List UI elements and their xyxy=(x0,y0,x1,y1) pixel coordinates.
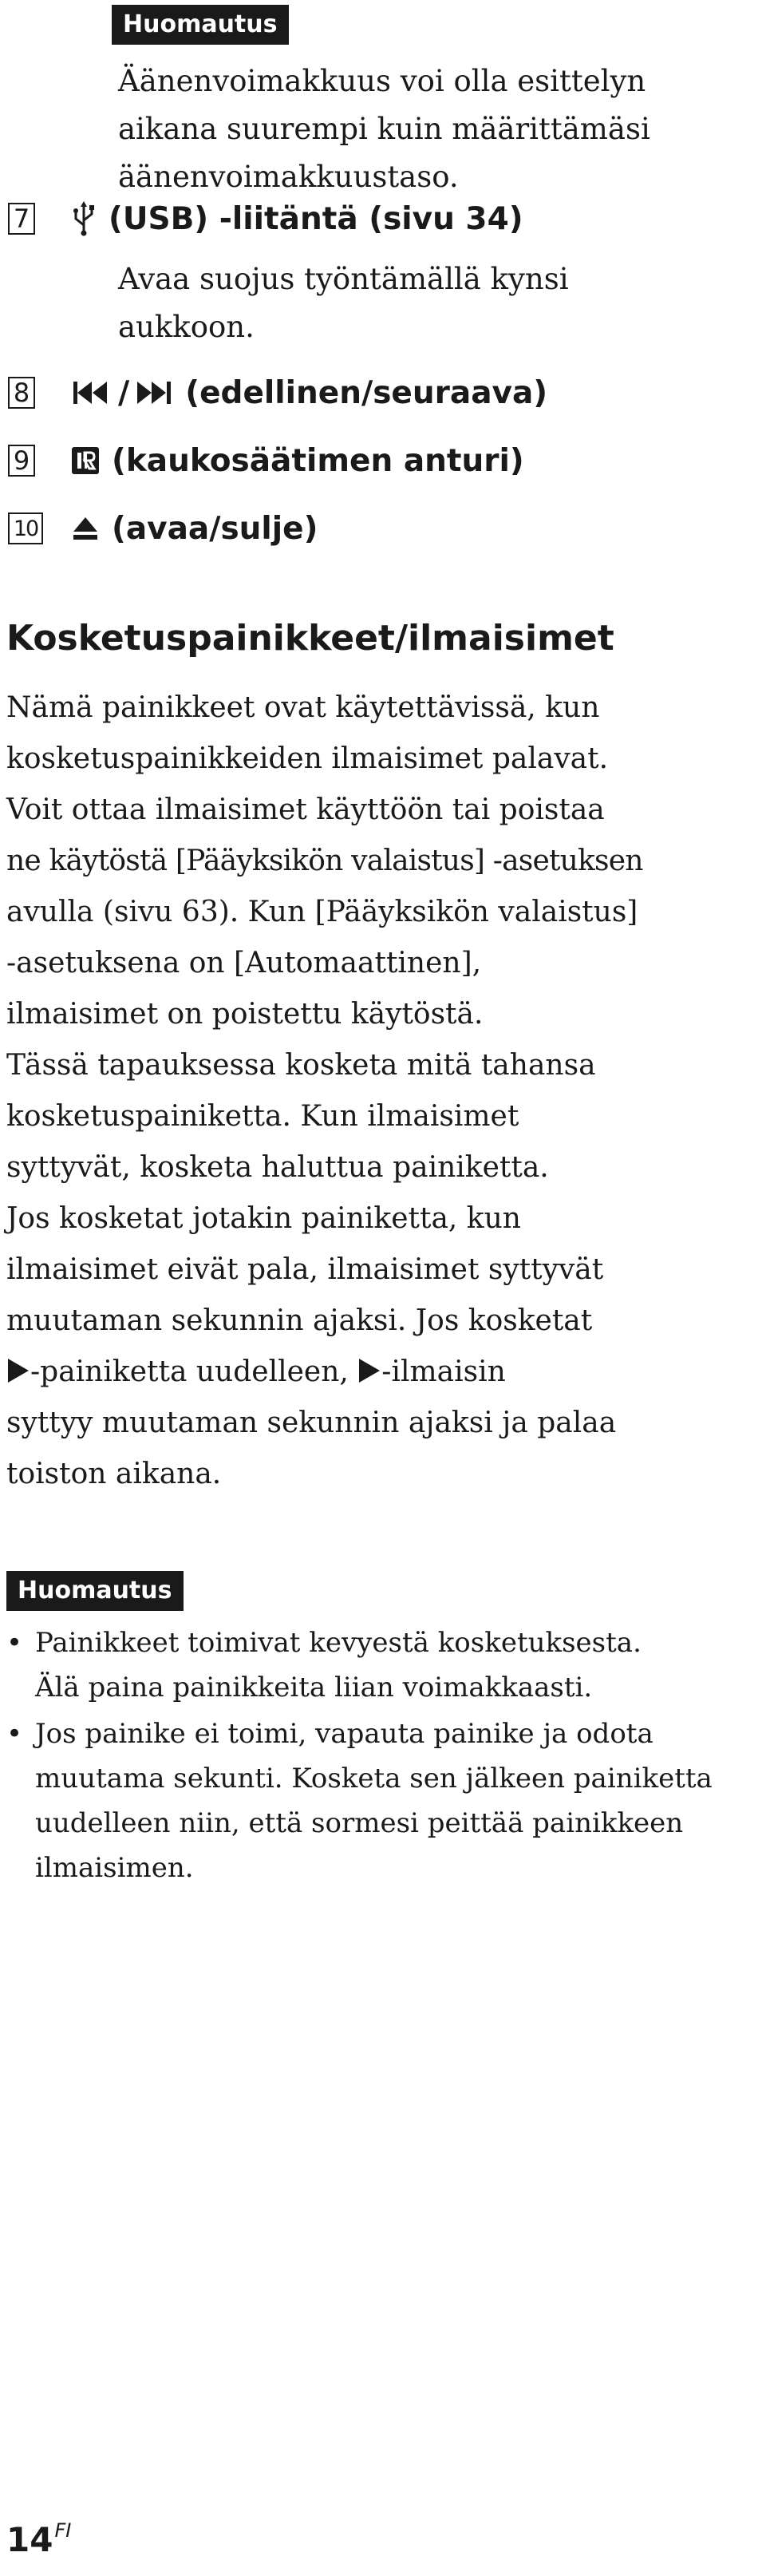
item-number: 7 xyxy=(8,203,35,235)
item-number: 10 xyxy=(8,512,43,544)
body-fragment: -ilmaisin xyxy=(381,1355,506,1388)
list-item xyxy=(6,1620,713,1710)
usb-icon xyxy=(72,201,96,236)
page-number-value: 14 xyxy=(6,2520,53,2559)
body-line: Nämä painikkeet ovat käytettävissä, kun xyxy=(6,691,600,724)
body-line: kosketuspainiketta. Kun ilmaisimet xyxy=(6,1100,519,1133)
item-eject xyxy=(8,505,318,552)
body-line: syttyvät, kosketa haluttua painiketta. xyxy=(6,1151,549,1184)
body-line: Voit ottaa ilmaisimet käyttöön tai poistaa xyxy=(6,793,605,826)
bullet-line: Älä paina painikkeita liian voimakkaasti. xyxy=(35,1672,593,1703)
note-line: aikana suurempi kuin määrittämäsi xyxy=(118,112,650,146)
body-line: ilmaisimet on poistettu käytöstä. xyxy=(6,998,484,1031)
item-description xyxy=(118,255,569,351)
body-line: Jos kosketat jotakin painiketta, kun xyxy=(6,1202,521,1235)
body-line: -asetuksena on [Automaattinen], xyxy=(6,947,482,979)
section-body xyxy=(6,683,643,1500)
separator: / xyxy=(118,374,130,411)
item-previous-next xyxy=(8,369,547,417)
list-item xyxy=(6,1711,713,1890)
body-fragment: -painiketta uudelleen, xyxy=(30,1355,349,1388)
item-number: 8 xyxy=(8,377,35,409)
item-remote-sensor xyxy=(8,437,524,485)
eject-icon xyxy=(72,516,99,541)
bullet-line: uudelleen niin, että sormesi peittää painikkeen xyxy=(35,1807,684,1839)
bullet-line: Painikkeet toimivat kevyestä kosketuksesta. xyxy=(35,1627,642,1659)
bullet-icon: • xyxy=(6,1627,23,1659)
play-icon xyxy=(357,1357,381,1384)
bullet-icon: • xyxy=(6,1718,23,1750)
body-line: Tässä tapauksessa kosketa mitä tahansa xyxy=(6,1049,596,1082)
previous-next-icon xyxy=(72,380,110,406)
bullet-line: ilmaisimen. xyxy=(35,1852,194,1884)
item-number: 9 xyxy=(8,445,35,477)
item-label: (edellinen/seuraava) xyxy=(185,374,548,411)
note-badge: Huomautus xyxy=(112,5,289,45)
body-line: avulla (sivu 63). Kun [Pääyksikön valaistus] xyxy=(6,896,638,928)
bullet-line: Jos painike ei toimi, vapauta painike ja odota xyxy=(35,1718,653,1750)
body-line: toiston aikana. xyxy=(6,1458,222,1490)
next-icon xyxy=(134,380,172,406)
item-usb xyxy=(8,195,523,243)
note-badge: Huomautus xyxy=(6,1571,184,1611)
body-line: muutaman sekunnin ajaksi. Jos kosketat xyxy=(6,1304,593,1337)
note-text xyxy=(118,57,650,201)
body-line: ne käytöstä [Pääyksikön valaistus] -asetuksen xyxy=(6,845,643,877)
body-line: syttyy muutaman sekunnin ajaksi ja palaa xyxy=(6,1407,617,1439)
note-line: äänenvoimakkuustaso. xyxy=(118,160,459,194)
item-label: (avaa/sulje) xyxy=(112,510,318,547)
note-line: Äänenvoimakkuus voi olla esittelyn xyxy=(118,64,646,98)
body-line: ilmaisimet eivät pala, ilmaisimet syttyvät xyxy=(6,1253,604,1286)
item-label: (kaukosäätimen anturi) xyxy=(112,442,524,479)
section-heading: Kosketuspainikkeet/ilmaisimet xyxy=(6,618,614,659)
remote-sensor-icon xyxy=(72,447,99,474)
description-line: aukkoon. xyxy=(118,310,255,344)
body-line xyxy=(6,1347,643,1398)
description-line: Avaa suojus työntämällä kynsi xyxy=(118,262,569,296)
play-icon xyxy=(6,1357,30,1384)
language-code: FI xyxy=(54,2519,72,2542)
bullet-line: muutama sekunti. Kosketa sen jälkeen painiketta xyxy=(35,1763,713,1794)
body-line: kosketuspainikkeiden ilmaisimet palavat. xyxy=(6,742,609,775)
page-number xyxy=(6,2507,71,2564)
note-bullets xyxy=(6,1620,713,1890)
item-label: (USB) -liitäntä (sivu 34) xyxy=(109,200,523,237)
